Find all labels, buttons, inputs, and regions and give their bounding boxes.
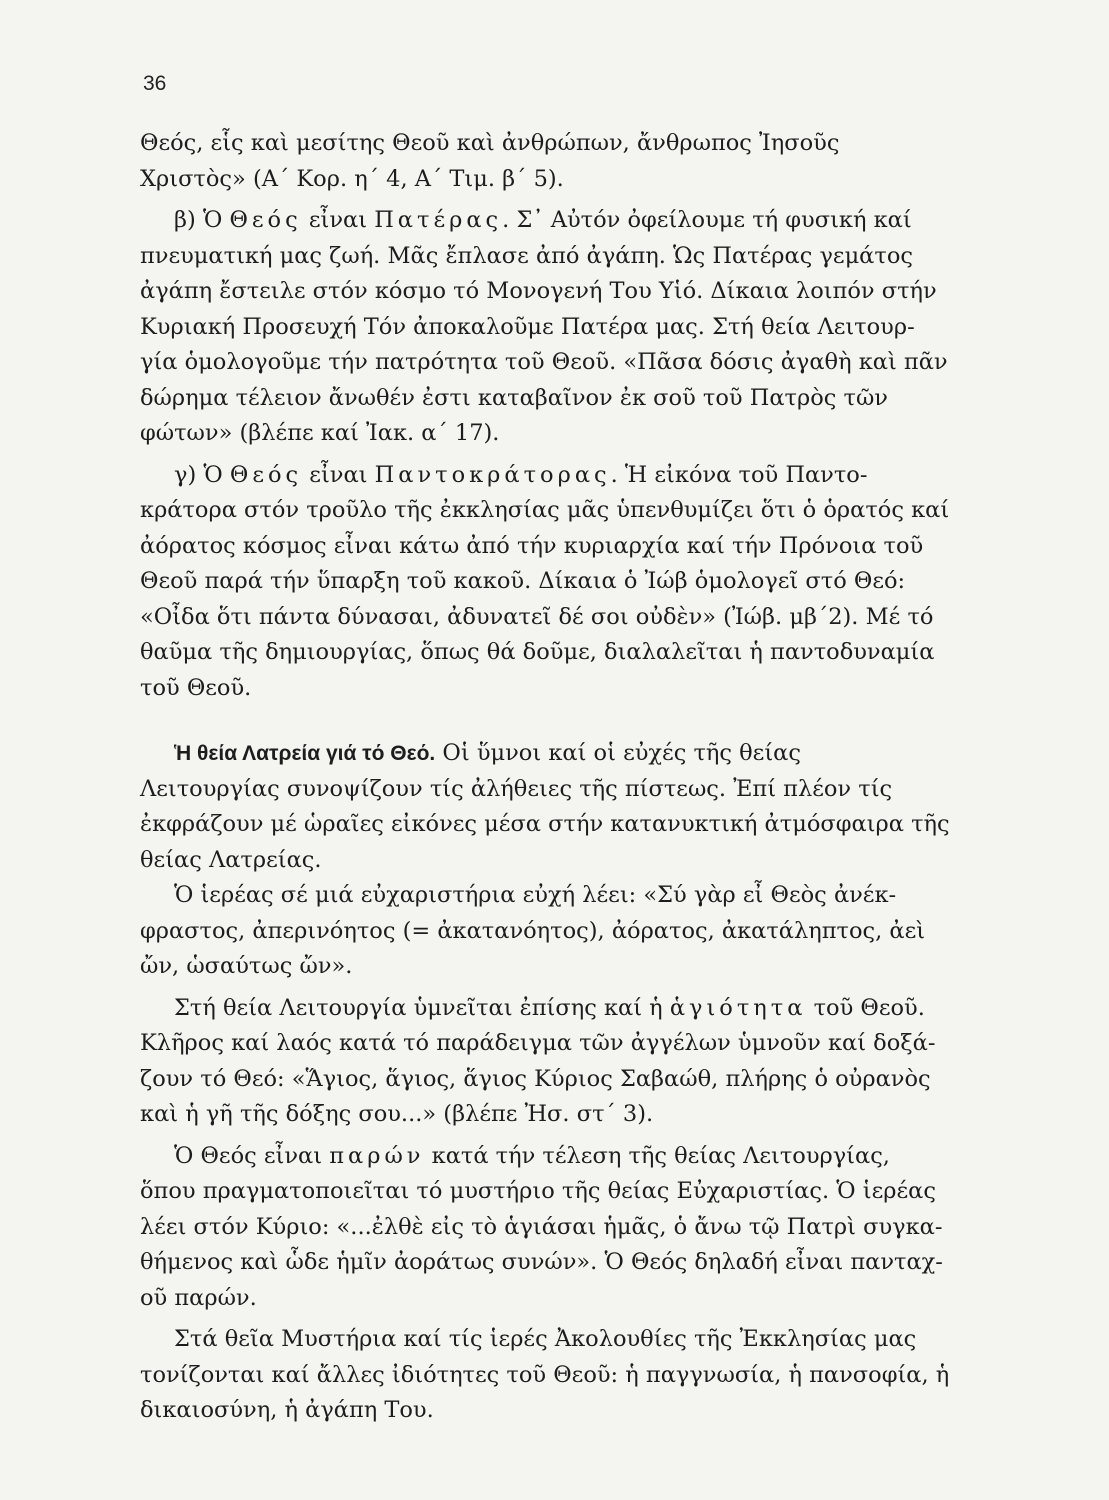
text-line: Ἡ θεία Λατρεία γιά τό Θεό. Οἱ ὕμνοι καί οἱ εὐχές τῆς θείας bbox=[174, 740, 801, 766]
text-line: θήμενος καὶ ὧδε ἡμῖν ἀοράτως συνών». Ὁ Θεός δηλαδή εἶναι πανταχ- bbox=[140, 1249, 943, 1275]
text-line: ἀόρατος κόσμος εἶναι κάτω ἀπό τήν κυριαρχία καί τήν Πρόνοια τοῦ bbox=[140, 532, 924, 559]
text-line: θείας Λατρείας. bbox=[140, 846, 322, 873]
text-line: θαῦμα τῆς δημιουργίας, ὅπως θά δοῦμε, διαλαλεῖται ἡ παντοδυναμία bbox=[140, 639, 935, 665]
text-line: Κλῆρος καί λαός κατά τό παράδειγμα τῶν ἀγγέλων ὑμνοῦν καί δοξά- bbox=[140, 1030, 936, 1056]
text-line: κράτορα στόν τροῦλο τῆς ἐκκλησίας μᾶς ὑπενθυμίζει ὅτι ὁ ὁρατός καί bbox=[140, 497, 950, 523]
paragraph-priest-prayer bbox=[140, 878, 1020, 985]
text-line: καὶ ἡ γῆ τῆς δόξης σου...» (βλέπε Ἠσ. στ΄ 3). bbox=[140, 1101, 654, 1127]
text-line: Ὁ ἱερέας σέ μιά εὐχαριστήρια εὐχή λέει: «Σύ γὰρ εἶ Θεὸς ἀνέκ- bbox=[174, 882, 897, 908]
text-line: ἐκφράζουν μέ ὡραῖες εἰκόνες μέσα στήν κατανυκτική ἀτμόσφαιρα τῆς bbox=[140, 811, 950, 837]
paragraph-god-father bbox=[140, 203, 1020, 452]
text-line: λέει στόν Κύριο: «...ἐλθὲ εἰς τὸ ἁγιάσαι ἡμᾶς, ὁ ἄνω τῷ Πατρὶ συγκα- bbox=[140, 1213, 943, 1240]
paragraph-holiness bbox=[140, 991, 1020, 1133]
section-heading: Ἡ θεία Λατρεία γιά τό Θεό. bbox=[174, 742, 436, 765]
paragraph-other-attributes bbox=[140, 1322, 1020, 1429]
text-line: Λειτουργίας συνοψίζουν τίς ἀλήθειες τῆς πίστεως. Ἐπί πλέον τίς bbox=[140, 775, 893, 802]
text-line: β) Ὁ Θεός εἶναι Πατέρας. Σ᾽ Αὐτόν ὀφείλουμε τή φυσική καί bbox=[174, 207, 912, 233]
body-text bbox=[140, 126, 1020, 1429]
text-line: ἀγάπη ἔστειλε στόν κόσμο τό Μονογενή Του Υἱό. Δίκαια λοιπόν στήν bbox=[140, 278, 937, 304]
text-line: Θεός, εἷς καὶ μεσίτης Θεοῦ καὶ ἀνθρώπων, ἄνθρωπος Ἰησοῦς bbox=[140, 130, 840, 156]
text-line: Στή θεία Λειτουργία ὑμνεῖται ἐπίσης καί ἡ ἁγιότητα τοῦ Θεοῦ. bbox=[174, 994, 925, 1021]
text-line: Χριστὸς» (Α΄ Κορ. η΄ 4, Α΄ Τιμ. β΄ 5). bbox=[140, 165, 564, 192]
text-line: ζουν τό Θεό: «Ἅγιος, ἅγιος, ἅγιος Κύριος Σαβαώθ, πλήρης ὁ οὐρανὸς bbox=[140, 1065, 931, 1092]
text-line: Ὁ Θεός εἶναι παρών κατά τήν τέλεση τῆς θείας Λειτουργίας, bbox=[174, 1142, 890, 1169]
paragraph-god-almighty bbox=[140, 458, 1020, 707]
text-line: φώτων» (βλέπε καί Ἰακ. α΄ 17). bbox=[140, 420, 500, 446]
paragraph-presence bbox=[140, 1139, 1020, 1317]
text-line: δώρημα τέλειον ἄνωθέν ἐστι καταβαῖνον ἐκ σοῦ τοῦ Πατρὸς τῶν bbox=[140, 384, 888, 411]
paragraph-continuation bbox=[140, 126, 1020, 197]
paragraph-divine-worship bbox=[140, 736, 1020, 878]
text-line: Κυριακή Προσευχή Τόν ἀποκαλοῦμε Πατέρα μας. Στή θεία Λειτουρ- bbox=[140, 313, 915, 340]
text-line: Στά θεῖα Μυστήρια καί τίς ἱερές Ἀκολουθίες τῆς Ἐκκλησίας μας bbox=[174, 1326, 917, 1352]
text-line: τοῦ Θεοῦ. bbox=[140, 674, 252, 701]
text-line: οῦ παρών. bbox=[140, 1284, 257, 1311]
text-line: πνευματική μας ζωή. Μᾶς ἔπλασε ἀπό ἀγάπη. Ὡς Πατέρας γεμάτος bbox=[140, 242, 913, 269]
text-line: δικαιοσύνη, ἡ ἀγάπη Του. bbox=[140, 1397, 434, 1423]
text-line: φραστος, ἀπερινόητος (= ἀκατανόητος), ἀόρατος, ἀκατάληπτος, ἀεὶ bbox=[140, 917, 926, 944]
text-line: γία ὁμολογοῦμε τήν πατρότητα τοῦ Θεοῦ. «Πᾶσα δόσις ἀγαθὴ καὶ πᾶν bbox=[140, 349, 948, 375]
page-number: 36 bbox=[143, 72, 167, 95]
text-line: ὤν, ὡσαύτως ὤν». bbox=[140, 953, 353, 979]
text-line: ὅπου πραγματοποιεῖται τό μυστήριο τῆς θείας Εὐχαριστίας. Ὁ ἱερέας bbox=[140, 1178, 936, 1204]
text-line: γ) Ὁ Θεός εἶναι Παντοκράτορας. Ἡ εἰκόνα τοῦ Παντο- bbox=[174, 461, 868, 488]
text-line: τονίζονται καί ἄλλες ἰδιότητες τοῦ Θεοῦ: ἡ παγγνωσία, ἡ πανσοφία, ἡ bbox=[140, 1361, 950, 1388]
text-line: «Οἶδα ὅτι πάντα δύνασαι, ἀδυνατεῖ δέ σοι οὐδὲν» (Ἰώβ. μβ΄2). Μέ τό bbox=[140, 603, 934, 630]
text-line: Θεοῦ παρά τήν ὕπαρξη τοῦ κακοῦ. Δίκαια ὁ Ἰώβ ὁμολογεῖ στό Θεό: bbox=[140, 568, 906, 594]
